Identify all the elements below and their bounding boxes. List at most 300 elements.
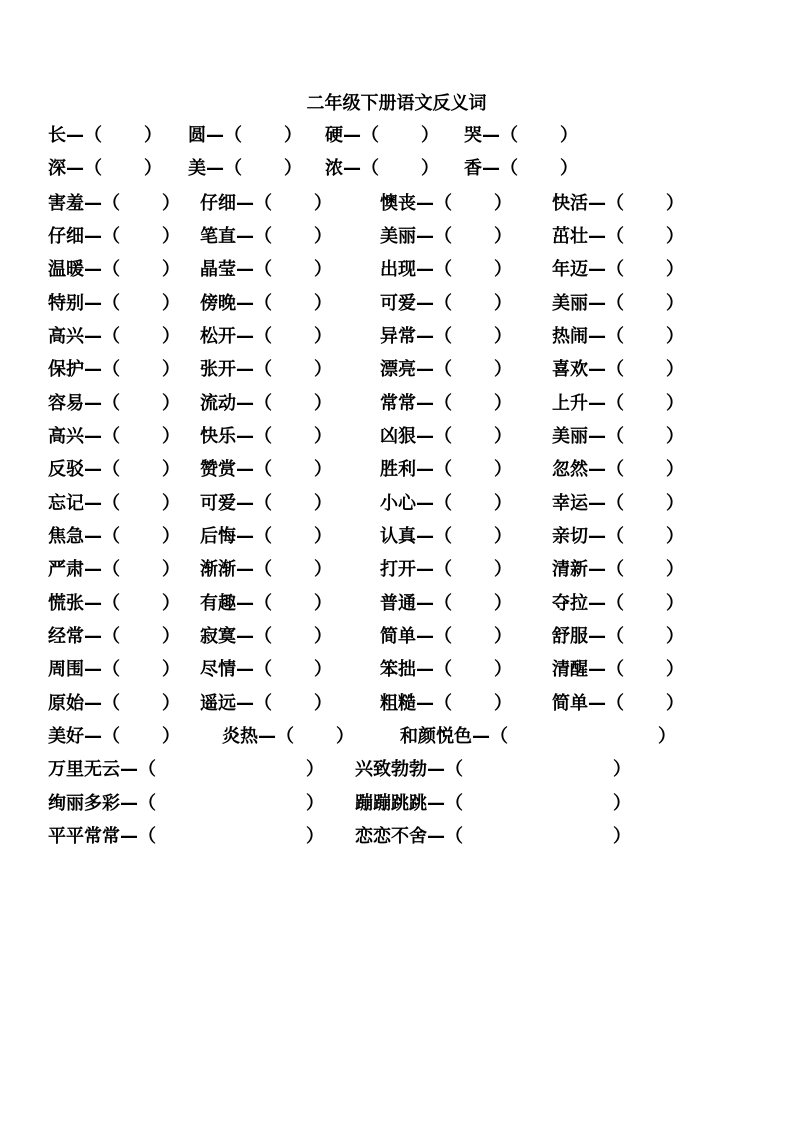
close-paren: ） — [314, 459, 332, 480]
dash-open-paren: —（ — [120, 826, 156, 847]
close-paren: ） — [666, 426, 684, 447]
close-paren: ） — [314, 626, 332, 647]
close-paren: ） — [284, 125, 302, 146]
antonym-item — [355, 756, 631, 784]
dash-open-paren: —（ — [236, 226, 272, 247]
close-paren: ） — [494, 359, 512, 380]
word: 美丽 — [380, 226, 416, 247]
word: 仔细 — [200, 193, 236, 214]
word: 傍晚 — [200, 293, 236, 314]
word: 舒服 — [552, 626, 588, 647]
word: 忘记 — [48, 493, 84, 514]
antonym-item — [552, 623, 684, 651]
dash-open-paren: —（ — [588, 293, 624, 314]
word: 普通 — [380, 593, 416, 614]
antonym-row — [0, 390, 793, 418]
dash-open-paren: —（ — [236, 559, 272, 580]
antonym-item — [380, 456, 512, 484]
antonym-row — [0, 456, 793, 484]
word: 松开 — [200, 326, 236, 347]
dash-open-paren: —（ — [588, 193, 624, 214]
word: 可爱 — [380, 293, 416, 314]
word: 炎热 — [222, 726, 258, 747]
close-paren: ） — [144, 158, 162, 179]
dash-open-paren: —（ — [258, 726, 294, 747]
word: 保护 — [48, 359, 84, 380]
dash-open-paren: —（ — [84, 293, 120, 314]
dash-open-paren: —（ — [588, 426, 624, 447]
antonym-item — [380, 656, 512, 684]
antonym-item — [48, 456, 180, 484]
antonym-item — [200, 223, 332, 251]
antonym-item — [380, 223, 512, 251]
dash-open-paren: —（ — [588, 459, 624, 480]
dash-open-paren: —（ — [588, 559, 624, 580]
antonym-item — [200, 356, 332, 384]
close-paren: ） — [666, 359, 684, 380]
dash-open-paren: —（ — [588, 659, 624, 680]
close-paren: ） — [162, 693, 180, 714]
antonym-row — [0, 823, 793, 851]
word: 笨拙 — [380, 659, 416, 680]
dash-open-paren: —（ — [427, 826, 463, 847]
antonym-item — [200, 190, 332, 218]
close-paren: ） — [494, 293, 512, 314]
dash-open-paren: —（ — [120, 759, 156, 780]
dash-open-paren: —（ — [236, 626, 272, 647]
close-paren: ） — [162, 259, 180, 280]
word: 美 — [188, 158, 206, 179]
close-paren: ） — [162, 326, 180, 347]
dash-open-paren: —（ — [416, 226, 452, 247]
dash-open-paren: —（ — [427, 759, 463, 780]
word: 寂寞 — [200, 626, 236, 647]
word: 万里无云 — [48, 759, 120, 780]
close-paren: ） — [162, 559, 180, 580]
antonym-item — [48, 656, 180, 684]
dash-open-paren: —（ — [236, 326, 272, 347]
dash-open-paren: —（ — [416, 526, 452, 547]
word: 焦急 — [48, 526, 84, 547]
dash-open-paren: —（ — [84, 326, 120, 347]
word: 后悔 — [200, 526, 236, 547]
dash-open-paren: —（ — [236, 393, 272, 414]
antonym-row — [0, 690, 793, 718]
close-paren: ） — [306, 759, 324, 780]
close-paren: ） — [421, 158, 439, 179]
word: 香 — [464, 158, 482, 179]
antonym-row — [0, 190, 793, 218]
close-paren: ） — [421, 125, 439, 146]
word: 出现 — [380, 259, 416, 280]
antonym-item — [325, 122, 439, 150]
close-paren: ） — [658, 726, 676, 747]
dash-open-paren: —（ — [120, 793, 156, 814]
antonym-item — [552, 556, 684, 584]
close-paren: ） — [494, 626, 512, 647]
close-paren: ） — [494, 493, 512, 514]
antonym-item — [552, 690, 684, 718]
antonym-item — [552, 456, 684, 484]
close-paren: ） — [162, 426, 180, 447]
dash-open-paren: —（ — [588, 259, 624, 280]
dash-open-paren: —（ — [416, 193, 452, 214]
antonym-row — [0, 723, 793, 751]
antonym-row — [0, 423, 793, 451]
dash-open-paren: —（ — [588, 226, 624, 247]
antonym-item — [48, 190, 180, 218]
dash-open-paren: —（ — [482, 158, 518, 179]
dash-open-paren: —（ — [84, 559, 120, 580]
antonym-item — [380, 190, 512, 218]
close-paren: ） — [336, 726, 354, 747]
close-paren: ） — [162, 359, 180, 380]
dash-open-paren: —（ — [416, 259, 452, 280]
word: 美丽 — [552, 293, 588, 314]
antonym-item — [200, 290, 332, 318]
antonym-row — [0, 223, 793, 251]
word: 亲切 — [552, 526, 588, 547]
word: 忽然 — [552, 459, 588, 480]
close-paren: ） — [666, 459, 684, 480]
word: 小心 — [380, 493, 416, 514]
close-paren: ） — [162, 459, 180, 480]
antonym-item — [400, 723, 676, 751]
word: 简单 — [380, 626, 416, 647]
close-paren: ） — [314, 493, 332, 514]
dash-open-paren: —（ — [206, 158, 242, 179]
dash-open-paren: —（ — [84, 193, 120, 214]
antonym-item — [48, 623, 180, 651]
word: 清新 — [552, 559, 588, 580]
antonym-row — [0, 790, 793, 818]
word: 仔细 — [48, 226, 84, 247]
dash-open-paren: —（ — [236, 293, 272, 314]
dash-open-paren: —（ — [588, 493, 624, 514]
antonym-item — [48, 756, 324, 784]
antonym-item — [48, 423, 180, 451]
antonym-item — [552, 423, 684, 451]
antonym-row — [0, 656, 793, 684]
close-paren: ） — [666, 393, 684, 414]
close-paren: ） — [666, 659, 684, 680]
antonym-item — [222, 723, 354, 751]
word: 懊丧 — [380, 193, 416, 214]
antonym-item — [355, 823, 631, 851]
antonym-item — [48, 590, 180, 618]
word: 胜利 — [380, 459, 416, 480]
antonym-item — [380, 523, 512, 551]
dash-open-paren: —（ — [482, 125, 518, 146]
dash-open-paren: —（ — [84, 259, 120, 280]
antonym-item — [200, 690, 332, 718]
antonym-item — [552, 523, 684, 551]
close-paren: ） — [314, 326, 332, 347]
word: 浓 — [325, 158, 343, 179]
antonym-item — [380, 290, 512, 318]
word: 夺拉 — [552, 593, 588, 614]
close-paren: ） — [314, 259, 332, 280]
antonym-item — [48, 523, 180, 551]
close-paren: ） — [494, 559, 512, 580]
antonym-item — [48, 556, 180, 584]
dash-open-paren: —（ — [236, 193, 272, 214]
dash-open-paren: —（ — [66, 158, 102, 179]
close-paren: ） — [162, 493, 180, 514]
antonym-item — [48, 356, 180, 384]
antonym-item — [200, 490, 332, 518]
antonym-item — [552, 590, 684, 618]
close-paren: ） — [666, 526, 684, 547]
dash-open-paren: —（ — [84, 693, 120, 714]
antonym-item — [200, 323, 332, 351]
word: 认真 — [380, 526, 416, 547]
antonym-row — [0, 323, 793, 351]
antonym-item — [200, 590, 332, 618]
word: 平平常常 — [48, 826, 120, 847]
antonym-item — [200, 656, 332, 684]
close-paren: ） — [494, 426, 512, 447]
word: 圆 — [188, 125, 206, 146]
word: 慌张 — [48, 593, 84, 614]
close-paren: ） — [314, 426, 332, 447]
word: 渐渐 — [200, 559, 236, 580]
word: 幸运 — [552, 493, 588, 514]
dash-open-paren: —（ — [66, 125, 102, 146]
dash-open-paren: —（ — [84, 359, 120, 380]
word: 兴致勃勃 — [355, 759, 427, 780]
dash-open-paren: —（ — [416, 459, 452, 480]
antonym-item — [200, 523, 332, 551]
dash-open-paren: —（ — [588, 326, 624, 347]
dash-open-paren: —（ — [84, 393, 120, 414]
dash-open-paren: —（ — [84, 526, 120, 547]
word: 快活 — [552, 193, 588, 214]
word: 喜欢 — [552, 359, 588, 380]
word: 笔直 — [200, 226, 236, 247]
dash-open-paren: —（ — [236, 659, 272, 680]
close-paren: ） — [162, 393, 180, 414]
close-paren: ） — [314, 659, 332, 680]
antonym-item — [355, 790, 631, 818]
word: 张开 — [200, 359, 236, 380]
antonym-row — [0, 256, 793, 284]
antonym-item — [552, 490, 684, 518]
close-paren: ） — [666, 493, 684, 514]
dash-open-paren: —（ — [416, 493, 452, 514]
antonym-item — [380, 323, 512, 351]
close-paren: ） — [162, 659, 180, 680]
dash-open-paren: —（ — [236, 426, 272, 447]
close-paren: ） — [494, 193, 512, 214]
antonym-item — [48, 223, 180, 251]
dash-open-paren: —（ — [416, 659, 452, 680]
word: 热闹 — [552, 326, 588, 347]
antonym-item — [48, 155, 162, 183]
dash-open-paren: —（ — [416, 626, 452, 647]
word: 蹦蹦跳跳 — [355, 793, 427, 814]
word: 严肃 — [48, 559, 84, 580]
close-paren: ） — [494, 659, 512, 680]
antonym-item — [188, 122, 302, 150]
word: 容易 — [48, 393, 84, 414]
antonym-item — [200, 423, 332, 451]
dash-open-paren: —（ — [236, 526, 272, 547]
close-paren: ） — [666, 226, 684, 247]
dash-open-paren: —（ — [588, 626, 624, 647]
antonym-item — [48, 122, 162, 150]
close-paren: ） — [494, 526, 512, 547]
dash-open-paren: —（ — [416, 693, 452, 714]
word: 茁壮 — [552, 226, 588, 247]
word: 赞赏 — [200, 459, 236, 480]
antonym-item — [552, 356, 684, 384]
close-paren: ） — [314, 226, 332, 247]
word: 哭 — [464, 125, 482, 146]
close-paren: ） — [666, 293, 684, 314]
antonym-item — [552, 223, 684, 251]
close-paren: ） — [162, 593, 180, 614]
dash-open-paren: —（ — [588, 693, 624, 714]
antonym-item — [48, 290, 180, 318]
word: 和颜悦色 — [400, 726, 472, 747]
close-paren: ） — [666, 193, 684, 214]
antonym-item — [380, 390, 512, 418]
close-paren: ） — [666, 326, 684, 347]
close-paren: ） — [284, 158, 302, 179]
word: 温暖 — [48, 259, 84, 280]
word: 特别 — [48, 293, 84, 314]
word: 异常 — [380, 326, 416, 347]
dash-open-paren: —（ — [84, 459, 120, 480]
dash-open-paren: —（ — [416, 293, 452, 314]
word: 可爱 — [200, 493, 236, 514]
close-paren: ） — [162, 193, 180, 214]
close-paren: ） — [306, 793, 324, 814]
antonym-item — [380, 423, 512, 451]
close-paren: ） — [162, 526, 180, 547]
dash-open-paren: —（ — [416, 326, 452, 347]
close-paren: ） — [494, 593, 512, 614]
antonym-item — [200, 623, 332, 651]
word: 美好 — [48, 726, 84, 747]
dash-open-paren: —（ — [588, 526, 624, 547]
antonym-row — [0, 290, 793, 318]
word: 长 — [48, 125, 66, 146]
word: 凶狠 — [380, 426, 416, 447]
close-paren: ） — [314, 593, 332, 614]
word: 经常 — [48, 626, 84, 647]
word: 美丽 — [552, 426, 588, 447]
antonym-row — [0, 122, 793, 150]
close-paren: ） — [494, 393, 512, 414]
word: 反驳 — [48, 459, 84, 480]
word: 害羞 — [48, 193, 84, 214]
antonym-item — [200, 556, 332, 584]
dash-open-paren: —（ — [84, 226, 120, 247]
antonym-item — [188, 155, 302, 183]
close-paren: ） — [494, 226, 512, 247]
close-paren: ） — [560, 125, 578, 146]
close-paren: ） — [162, 226, 180, 247]
close-paren: ） — [314, 193, 332, 214]
close-paren: ） — [494, 326, 512, 347]
close-paren: ） — [162, 626, 180, 647]
word: 周围 — [48, 659, 84, 680]
antonym-item — [48, 390, 180, 418]
dash-open-paren: —（ — [84, 593, 120, 614]
close-paren: ） — [314, 393, 332, 414]
antonym-item — [552, 656, 684, 684]
antonym-item — [48, 690, 180, 718]
dash-open-paren: —（ — [84, 493, 120, 514]
word: 清醒 — [552, 659, 588, 680]
word: 常常 — [380, 393, 416, 414]
close-paren: ） — [314, 359, 332, 380]
dash-open-paren: —（ — [236, 359, 272, 380]
close-paren: ） — [144, 125, 162, 146]
close-paren: ） — [613, 826, 631, 847]
close-paren: ） — [314, 693, 332, 714]
page-title: 二年级下册语文反义词 — [306, 93, 487, 114]
antonym-item — [380, 556, 512, 584]
dash-open-paren: —（ — [343, 158, 379, 179]
word: 快乐 — [200, 426, 236, 447]
antonym-item — [552, 390, 684, 418]
dash-open-paren: —（ — [588, 359, 624, 380]
word: 年迈 — [552, 259, 588, 280]
word: 尽情 — [200, 659, 236, 680]
dash-open-paren: —（ — [236, 459, 272, 480]
antonym-item — [380, 590, 512, 618]
antonym-row — [0, 623, 793, 651]
word: 漂亮 — [380, 359, 416, 380]
close-paren: ） — [666, 626, 684, 647]
close-paren: ） — [314, 559, 332, 580]
antonym-row — [0, 590, 793, 618]
dash-open-paren: —（ — [472, 726, 508, 747]
dash-open-paren: —（ — [84, 659, 120, 680]
dash-open-paren: —（ — [236, 693, 272, 714]
dash-open-paren: —（ — [206, 125, 242, 146]
word: 深 — [48, 158, 66, 179]
close-paren: ） — [666, 559, 684, 580]
dash-open-paren: —（ — [416, 359, 452, 380]
antonym-item — [552, 190, 684, 218]
close-paren: ） — [666, 593, 684, 614]
dash-open-paren: —（ — [236, 259, 272, 280]
antonym-row — [0, 490, 793, 518]
dash-open-paren: —（ — [416, 393, 452, 414]
dash-open-paren: —（ — [84, 626, 120, 647]
close-paren: ） — [314, 526, 332, 547]
dash-open-paren: —（ — [588, 593, 624, 614]
antonym-row — [0, 356, 793, 384]
antonym-item — [464, 155, 578, 183]
close-paren: ） — [613, 759, 631, 780]
close-paren: ） — [613, 793, 631, 814]
antonym-item — [380, 256, 512, 284]
antonym-item — [380, 690, 512, 718]
word: 高兴 — [48, 426, 84, 447]
antonym-item — [48, 256, 180, 284]
word: 恋恋不舍 — [355, 826, 427, 847]
close-paren: ） — [162, 293, 180, 314]
dash-open-paren: —（ — [416, 426, 452, 447]
word: 遥远 — [200, 693, 236, 714]
antonym-item — [48, 723, 180, 751]
word: 简单 — [552, 693, 588, 714]
